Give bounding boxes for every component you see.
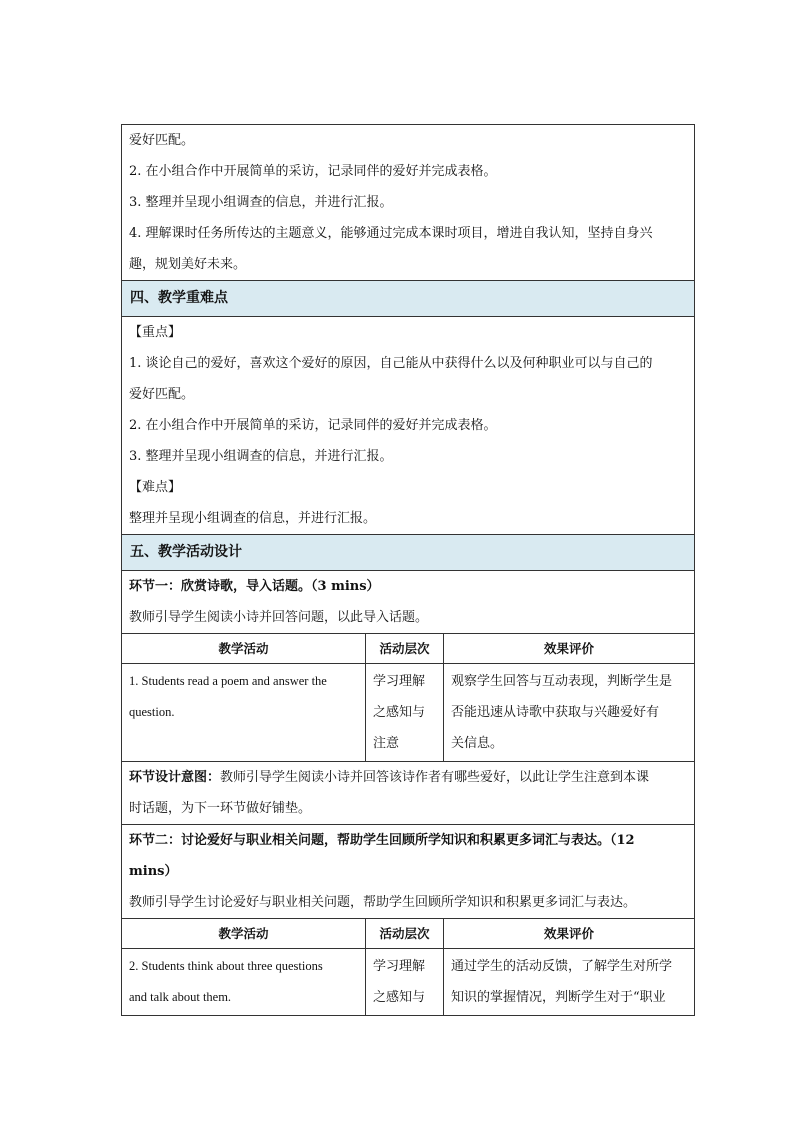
key-points-label: 【重点】: [129, 325, 182, 340]
stage-1-table-header: [122, 634, 695, 664]
level-line: 之感知与: [373, 705, 426, 720]
stage-2-title: 环节二：讨论爱好与职业相关问题，帮助学生回顾所学知识和积累更多词汇与表达。（12: [129, 833, 635, 848]
stage-1-intro-cell: [122, 571, 695, 634]
evaluation-line: 观察学生回答与互动表现，判断学生是: [451, 674, 673, 689]
lesson-plan-table: [121, 124, 695, 1016]
goal-line: 爱好匹配。: [129, 133, 195, 148]
column-header-level: 活动层次: [366, 634, 444, 664]
activity-cell: [122, 949, 366, 1016]
stage-1-activity-row: [122, 664, 695, 762]
stage-1-description: 教师引导学生阅读小诗并回答问题，以此导入话题。: [129, 610, 429, 625]
key-difficult-row: [122, 317, 695, 535]
stage-2-title: mins）: [129, 864, 178, 879]
activity-line: 1. Students read a poem and answer the: [129, 674, 327, 688]
intent-label: 环节设计意图：: [129, 770, 221, 785]
evaluation-line: 通过学生的活动反馈，了解学生对所学: [451, 959, 673, 974]
column-header-evaluation: 效果评价: [444, 919, 695, 949]
level-line: 学习理解: [373, 959, 426, 974]
stage-2-description: 教师引导学生讨论爱好与职业相关问题，帮助学生回顾所学知识和积累更多词汇与表达。: [129, 895, 637, 910]
key-point-line: 2. 在小组合作中开展简单的采访，记录同伴的爱好并完成表格。: [129, 418, 497, 433]
goals-continued-row: [122, 125, 695, 281]
stage-1-intent-cell: [122, 762, 695, 825]
stage-1-intent-row: [122, 762, 695, 825]
section-header-row: [122, 535, 695, 571]
level-line: 学习理解: [373, 674, 426, 689]
column-header-level: 活动层次: [366, 919, 444, 949]
section-5-title: 五、教学活动设计: [122, 535, 695, 571]
level-cell: [366, 664, 444, 762]
evaluation-line: 否能迅速从诗歌中获取与兴趣爱好有: [451, 705, 660, 720]
activity-line: question.: [129, 705, 175, 719]
goal-line: 2. 在小组合作中开展简单的采访，记录同伴的爱好并完成表格。: [129, 164, 497, 179]
evaluation-cell: [444, 664, 695, 762]
stage-2-activity-row: [122, 949, 695, 1016]
evaluation-cell: [444, 949, 695, 1016]
stage-1-intro-row: [122, 571, 695, 634]
stage-2-intro-cell: [122, 825, 695, 919]
goal-line: 3. 整理并呈现小组调查的信息，并进行汇报。: [129, 195, 393, 210]
activity-line: 2. Students think about three questions: [129, 959, 323, 973]
stage-2-table-header: [122, 919, 695, 949]
goal-line: 4. 理解课时任务所传达的主题意义，能够通过完成本课时项目，增进自我认知，坚持自身兴: [129, 226, 653, 241]
lesson-plan-document: [121, 124, 694, 1016]
level-line: 之感知与: [373, 990, 426, 1005]
section-4-title: 四、教学重难点: [122, 281, 695, 317]
key-point-line: 爱好匹配。: [129, 387, 195, 402]
intent-line: 时话题，为下一环节做好铺垫。: [129, 801, 312, 816]
level-line: 注意: [373, 736, 400, 751]
evaluation-line: 知识的掌握情况，判断学生对于“职业: [451, 990, 666, 1005]
activity-cell: [122, 664, 366, 762]
difficult-points-label: 【难点】: [129, 480, 182, 495]
column-header-evaluation: 效果评价: [444, 634, 695, 664]
stage-1-title: 环节一：欣赏诗歌，导入话题。（3 mins）: [129, 579, 380, 594]
column-header-activity: 教学活动: [122, 634, 366, 664]
section-header-row: [122, 281, 695, 317]
activity-line: and talk about them.: [129, 990, 232, 1004]
key-point-line: 3. 整理并呈现小组调查的信息，并进行汇报。: [129, 449, 393, 464]
goals-continued-cell: [122, 125, 695, 281]
intent-line: [129, 762, 687, 793]
goal-line: 趣，规划美好未来。: [129, 257, 247, 272]
stage-2-intro-row: [122, 825, 695, 919]
difficult-point-line: 整理并呈现小组调查的信息，并进行汇报。: [129, 511, 377, 526]
level-cell: [366, 949, 444, 1016]
evaluation-line: 关信息。: [451, 736, 504, 751]
key-difficult-cell: [122, 317, 695, 535]
key-point-line: 1. 谈论自己的爱好，喜欢这个爱好的原因，自己能从中获得什么以及何种职业可以与自己的: [129, 356, 653, 371]
column-header-activity: 教学活动: [122, 919, 366, 949]
intent-text: 教师引导学生阅读小诗并回答该诗作者有哪些爱好，以此让学生注意到本课: [220, 770, 650, 785]
